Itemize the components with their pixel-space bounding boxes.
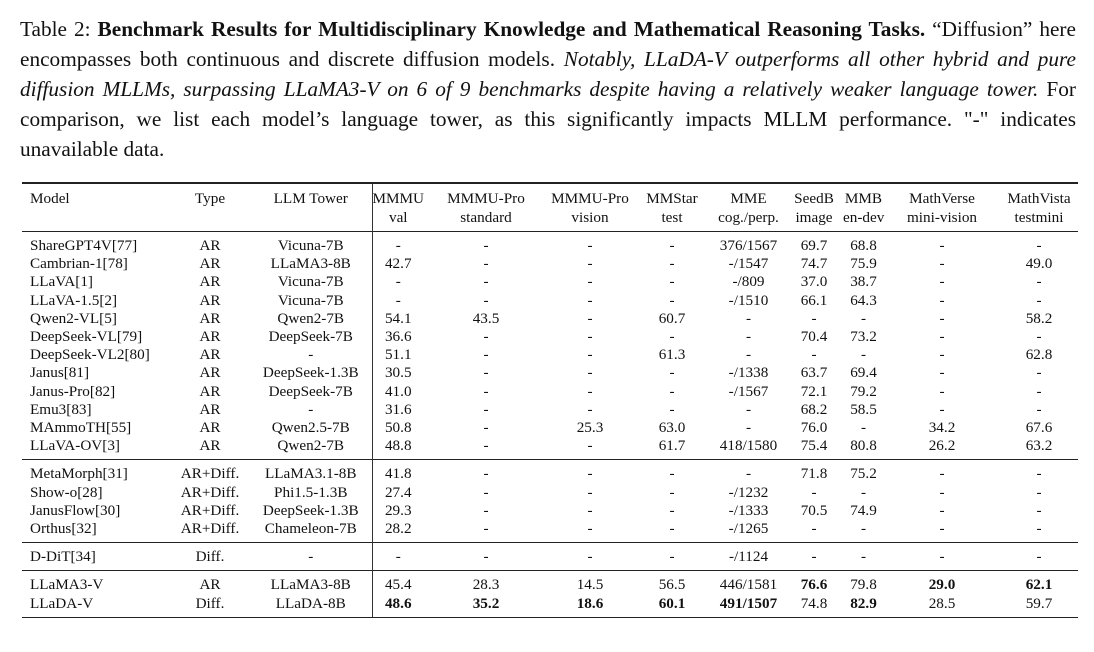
model-name-cell: LLaVA-OV[3] <box>30 437 120 455</box>
score-cell: 41.8 <box>372 460 424 484</box>
score-cell: - <box>483 520 489 538</box>
table-row <box>22 310 1078 328</box>
score-cell: 56.5 <box>632 571 712 595</box>
llm-tower-cell: DeepSeek-1.3B <box>262 364 359 382</box>
score-cell: 74.7 <box>800 255 828 273</box>
column-header: LLM Tower <box>250 183 372 208</box>
score-cell: 58.5 <box>850 400 877 418</box>
header-row <box>22 183 1078 208</box>
score-cell: - <box>939 501 945 519</box>
type-cell: AR <box>199 328 221 346</box>
score-cell: - <box>669 400 675 418</box>
score-cell: - <box>372 543 424 571</box>
score-cell: 63.7 <box>800 364 828 382</box>
column-header: en-dev <box>843 209 885 226</box>
score-cell: - <box>939 328 945 346</box>
score-cell: 79.2 <box>850 382 877 400</box>
model-name-cell: Emu3[83] <box>30 400 92 418</box>
score-cell: -/1338 <box>728 364 769 382</box>
score-cell: - <box>884 232 1000 256</box>
score-cell: - <box>587 364 593 382</box>
score-cell: - <box>669 483 675 501</box>
score-cell: - <box>587 400 593 418</box>
score-cell: -/809 <box>732 273 765 291</box>
score-cell: -/1232 <box>728 483 769 501</box>
score-cell: 68.2 <box>800 400 828 418</box>
llm-tower-cell: Vicuna-7B <box>277 291 344 309</box>
score-cell: - <box>483 273 489 291</box>
score-cell: 48.6 <box>372 595 424 618</box>
score-cell: - <box>424 543 548 571</box>
table-row <box>22 502 1078 520</box>
score-cell: 28.2 <box>372 520 424 543</box>
type-cell: AR <box>199 346 221 364</box>
column-header <box>22 208 170 232</box>
score-cell: 70.5 <box>800 501 828 519</box>
llm-tower-cell: Vicuna-7B <box>250 232 372 256</box>
model-name-cell: DeepSeek-VL[79] <box>30 328 143 346</box>
type-cell: AR <box>199 400 221 418</box>
score-cell: 69.4 <box>850 364 877 382</box>
score-cell: - <box>1000 232 1078 256</box>
table-row <box>22 401 1078 419</box>
score-cell: -/1510 <box>728 291 769 309</box>
score-cell: - <box>1036 273 1042 291</box>
table-row <box>22 543 1078 571</box>
model-name-cell: LLaVA-1.5[2] <box>30 291 118 309</box>
score-cell: 61.3 <box>658 346 686 364</box>
score-cell: - <box>1036 501 1042 519</box>
type-cell: AR <box>199 255 221 273</box>
score-cell: - <box>483 400 489 418</box>
table-row <box>22 460 1078 484</box>
column-header: MathVista <box>1000 183 1078 208</box>
score-cell: 66.1 <box>800 291 828 309</box>
score-cell: 34.2 <box>928 419 956 437</box>
score-cell: - <box>632 232 712 256</box>
column-header: MMB <box>843 183 884 208</box>
score-cell: - <box>843 543 884 571</box>
score-cell: - <box>483 382 489 400</box>
score-cell: - <box>1036 520 1042 538</box>
score-cell: - <box>483 437 489 455</box>
score-cell: 29.3 <box>372 502 424 520</box>
column-header: Model <box>22 183 170 208</box>
llm-tower-cell: DeepSeek-1.3B <box>262 501 359 519</box>
score-cell: 74.8 <box>785 595 843 618</box>
score-cell: - <box>939 291 945 309</box>
score-cell: -/1124 <box>712 543 785 571</box>
model-name-cell: LLaDA-V <box>22 595 170 618</box>
score-cell: - <box>860 346 867 364</box>
score-cell: 60.1 <box>632 595 712 618</box>
score-cell: 31.6 <box>372 401 424 419</box>
score-cell: 446/1581 <box>712 571 785 595</box>
score-cell: - <box>745 400 752 418</box>
score-cell: 62.8 <box>1025 346 1053 364</box>
column-header: vision <box>571 209 609 226</box>
score-cell: 67.6 <box>1025 419 1053 437</box>
column-header: MMStar <box>632 183 712 208</box>
type-cell: AR <box>170 571 250 595</box>
score-cell: - <box>483 364 489 382</box>
column-header <box>170 208 250 232</box>
score-cell: - <box>1000 460 1078 484</box>
score-cell: - <box>483 291 489 309</box>
score-cell: 71.8 <box>785 460 843 484</box>
score-cell: - <box>424 232 548 256</box>
type-cell: Diff. <box>170 595 250 618</box>
table-row <box>22 484 1078 502</box>
column-header: test <box>661 209 683 226</box>
score-cell: - <box>669 382 675 400</box>
type-cell: AR <box>199 364 221 382</box>
score-cell: 27.4 <box>372 484 424 502</box>
table-row <box>22 419 1078 437</box>
score-cell: 28.5 <box>884 595 1000 618</box>
model-name-cell: DeepSeek-VL2[80] <box>30 346 150 364</box>
score-cell: 30.5 <box>372 364 424 382</box>
column-header: testmini <box>1014 209 1064 226</box>
score-cell: - <box>632 460 712 484</box>
score-cell: - <box>1036 364 1042 382</box>
table-row <box>22 292 1078 310</box>
score-cell: - <box>939 309 945 327</box>
llm-tower-cell: LLaMA3-8B <box>250 571 372 595</box>
table-row <box>22 255 1078 273</box>
score-cell: - <box>860 483 867 501</box>
score-cell: - <box>939 520 945 538</box>
score-cell: - <box>587 309 593 327</box>
score-cell: - <box>587 328 593 346</box>
caption-title: Benchmark Results for Multidisciplinary Knowledge and Mathematical Reasoning Tasks. <box>97 17 926 41</box>
score-cell: 14.5 <box>548 571 632 595</box>
score-cell: 37.0 <box>800 273 828 291</box>
score-cell: - <box>632 543 712 571</box>
caption-emphasis: Notably, LLaDA-V outperforms all other hybrid and pure diffusion MLLMs, surpassing LLaMA3-V on 6 of 9 benchmarks despite having a relatively weaker language tower. <box>20 47 1076 101</box>
score-cell: 35.2 <box>424 595 548 618</box>
score-cell: 73.2 <box>850 328 877 346</box>
table-row <box>22 437 1078 460</box>
score-cell: - <box>811 483 817 501</box>
score-cell: -/1265 <box>728 520 769 538</box>
score-cell: - <box>939 255 945 273</box>
score-cell: - <box>669 364 675 382</box>
score-cell: 41.0 <box>372 383 424 401</box>
score-cell: - <box>483 501 489 519</box>
score-cell: 43.5 <box>472 309 500 327</box>
score-cell: - <box>1000 543 1078 571</box>
table-caption <box>20 14 1076 164</box>
llm-tower-cell: - <box>308 400 314 418</box>
score-cell: - <box>424 460 548 484</box>
score-cell: 64.3 <box>850 291 877 309</box>
model-name-cell: JanusFlow[30] <box>30 501 121 519</box>
score-cell: - <box>669 291 675 309</box>
score-cell: 18.6 <box>548 595 632 618</box>
score-cell: - <box>669 501 675 519</box>
score-cell: - <box>669 328 675 346</box>
score-cell: 63.0 <box>658 419 686 437</box>
llm-tower-cell: DeepSeek-7B <box>268 382 353 400</box>
score-cell: - <box>587 255 593 273</box>
score-cell: - <box>712 460 785 484</box>
type-cell: Diff. <box>170 543 250 571</box>
score-cell: - <box>785 543 843 571</box>
score-cell: - <box>483 255 489 273</box>
caption-text-2: For comparison, we list each model’s language tower, as this significantly impacts MLLM performance. "-" indicates unavailable data. <box>20 77 1076 161</box>
score-cell: - <box>939 273 945 291</box>
model-name-cell: Janus[81] <box>30 364 90 382</box>
llm-tower-cell: Qwen2-7B <box>277 309 345 327</box>
score-cell: - <box>745 309 752 327</box>
type-cell: AR+Diff. <box>180 483 240 501</box>
score-cell: 74.9 <box>850 501 877 519</box>
score-cell: 72.1 <box>800 382 828 400</box>
model-name-cell: Janus-Pro[82] <box>30 382 116 400</box>
column-header: standard <box>460 209 512 226</box>
score-cell: - <box>939 382 945 400</box>
score-cell: - <box>548 543 632 571</box>
score-cell: - <box>884 460 1000 484</box>
model-name-cell: LLaMA3-V <box>22 571 170 595</box>
score-cell: 79.8 <box>843 571 884 595</box>
score-cell: 49.0 <box>1025 255 1053 273</box>
score-cell: 62.1 <box>1000 571 1078 595</box>
column-header: mini-vision <box>906 209 978 226</box>
score-cell: - <box>587 483 593 501</box>
score-cell: - <box>587 520 593 538</box>
score-cell: - <box>372 232 424 256</box>
header-row <box>22 208 1078 232</box>
score-cell: 491/1507 <box>712 595 785 618</box>
score-cell: - <box>483 346 489 364</box>
score-cell: - <box>669 273 675 291</box>
table-row <box>22 273 1078 291</box>
score-cell: 51.1 <box>372 346 424 364</box>
table-row <box>22 383 1078 401</box>
llm-tower-cell: - <box>308 346 314 364</box>
llm-tower-cell: Chameleon-7B <box>264 520 357 538</box>
score-cell: - <box>587 273 593 291</box>
table-row <box>22 520 1078 543</box>
model-name-cell: ShareGPT4V[77] <box>22 232 170 256</box>
column-header: MathVerse <box>884 183 1000 208</box>
column-header: MMMU <box>372 183 424 208</box>
score-cell: 75.4 <box>800 437 828 455</box>
score-cell: - <box>939 483 945 501</box>
score-cell: 26.2 <box>928 437 956 455</box>
type-cell: AR <box>199 291 221 309</box>
score-cell: - <box>548 232 632 256</box>
score-cell: - <box>860 520 867 538</box>
score-cell: 50.8 <box>372 419 424 437</box>
score-cell: 76.6 <box>785 571 843 595</box>
llm-tower-cell: Phi1.5-1.3B <box>274 483 348 501</box>
type-cell: AR+Diff. <box>180 520 240 538</box>
llm-tower-cell: Qwen2-7B <box>277 437 345 455</box>
score-cell: 76.0 <box>800 419 828 437</box>
column-header: image <box>795 209 833 226</box>
score-cell: - <box>1036 328 1042 346</box>
caption-label: Table 2: <box>20 17 98 41</box>
score-cell: 418/1580 <box>719 437 778 455</box>
score-cell: - <box>860 419 867 437</box>
score-cell: - <box>669 255 675 273</box>
model-name-cell: MAmmoTH[55] <box>30 419 132 437</box>
column-header: cog./perp. <box>718 209 779 226</box>
score-cell: 54.1 <box>372 310 424 328</box>
score-cell: - <box>483 419 489 437</box>
table-row <box>22 328 1078 346</box>
llm-tower-cell: Qwen2.5-7B <box>271 419 350 437</box>
score-cell: - <box>811 346 817 364</box>
type-cell: AR <box>199 309 221 327</box>
llm-tower-cell: LLaDA-8B <box>250 595 372 618</box>
table-body <box>22 232 1078 618</box>
score-cell: - <box>587 291 593 309</box>
llm-tower-cell: DeepSeek-7B <box>268 328 353 346</box>
type-cell: AR+Diff. <box>180 501 240 519</box>
score-cell: - <box>811 309 817 327</box>
score-cell: 28.3 <box>424 571 548 595</box>
model-name-cell: Cambrian-1[78] <box>30 255 128 273</box>
llm-tower-cell: - <box>250 543 372 571</box>
score-cell: - <box>745 346 752 364</box>
score-cell: - <box>669 520 675 538</box>
score-cell: - <box>483 328 489 346</box>
score-cell: 63.2 <box>1025 437 1053 455</box>
score-cell: 61.7 <box>658 437 686 455</box>
score-cell: - <box>745 419 752 437</box>
score-cell: 82.9 <box>843 595 884 618</box>
score-cell: - <box>745 328 752 346</box>
score-cell: - <box>884 543 1000 571</box>
score-cell: - <box>587 382 593 400</box>
score-cell: - <box>939 364 945 382</box>
score-cell: - <box>587 346 593 364</box>
model-name-cell: LLaVA[1] <box>30 273 93 291</box>
score-cell: 48.8 <box>372 437 424 460</box>
score-cell: - <box>1036 483 1042 501</box>
score-cell: - <box>587 437 593 455</box>
type-cell: AR <box>199 419 221 437</box>
score-cell: 68.8 <box>843 232 884 256</box>
type-cell: AR+Diff. <box>170 460 250 484</box>
model-name-cell: Orthus[32] <box>30 520 97 538</box>
benchmark-table <box>22 182 1078 618</box>
column-header: val <box>372 208 424 232</box>
score-cell: - <box>811 520 817 538</box>
score-cell: - <box>1036 382 1042 400</box>
score-cell: 29.0 <box>884 571 1000 595</box>
score-cell: 45.4 <box>372 571 424 595</box>
score-cell: 60.7 <box>658 309 686 327</box>
column-header: SeedB <box>785 183 843 208</box>
score-cell: 80.8 <box>850 437 877 455</box>
score-cell: 75.9 <box>850 255 877 273</box>
score-cell: 42.7 <box>372 255 424 273</box>
score-cell: - <box>1036 291 1042 309</box>
model-name-cell: Qwen2-VL[5] <box>30 309 117 327</box>
score-cell: 25.3 <box>576 419 604 437</box>
llm-tower-cell: LLaMA3-8B <box>270 255 351 273</box>
score-cell: - <box>860 309 867 327</box>
column-header: Type <box>170 183 250 208</box>
score-cell: 58.2 <box>1025 309 1053 327</box>
table-row <box>22 595 1078 618</box>
score-cell: -/1567 <box>728 382 769 400</box>
model-name-cell: Show-o[28] <box>30 483 103 501</box>
table-row <box>22 232 1078 256</box>
table-row <box>22 571 1078 595</box>
score-cell: - <box>939 400 945 418</box>
caption-text: “Diffusion” here encompasses both continuous and discrete diffusion models. <box>20 17 1076 71</box>
score-cell: 376/1567 <box>712 232 785 256</box>
llm-tower-cell: Vicuna-7B <box>277 273 344 291</box>
column-header: MMMU-Pro <box>424 183 548 208</box>
table-header <box>22 183 1078 232</box>
score-cell: 36.6 <box>372 328 424 346</box>
type-cell: AR <box>199 273 221 291</box>
score-cell: - <box>939 346 945 364</box>
score-cell: - <box>587 501 593 519</box>
score-cell: - <box>483 483 489 501</box>
score-cell: - <box>372 273 424 291</box>
score-cell: 69.7 <box>785 232 843 256</box>
score-cell: 59.7 <box>1000 595 1078 618</box>
score-cell: -/1333 <box>728 501 769 519</box>
score-cell: - <box>548 460 632 484</box>
score-cell: 75.2 <box>843 460 884 484</box>
table-row <box>22 346 1078 364</box>
score-cell: -/1547 <box>728 255 769 273</box>
type-cell: AR <box>199 382 221 400</box>
model-name-cell: D-DiT[34] <box>22 543 170 571</box>
score-cell: 38.7 <box>850 273 877 291</box>
model-name-cell: MetaMorph[31] <box>22 460 170 484</box>
column-header: MME <box>712 183 785 208</box>
table-row <box>22 364 1078 382</box>
score-cell: - <box>1036 400 1042 418</box>
column-header: MMMU-Pro <box>548 183 632 208</box>
score-cell: - <box>372 292 424 310</box>
column-header <box>250 208 372 232</box>
type-cell: AR <box>170 232 250 256</box>
score-cell: 70.4 <box>800 328 828 346</box>
type-cell: AR <box>199 437 221 455</box>
llm-tower-cell: LLaMA3.1-8B <box>250 460 372 484</box>
